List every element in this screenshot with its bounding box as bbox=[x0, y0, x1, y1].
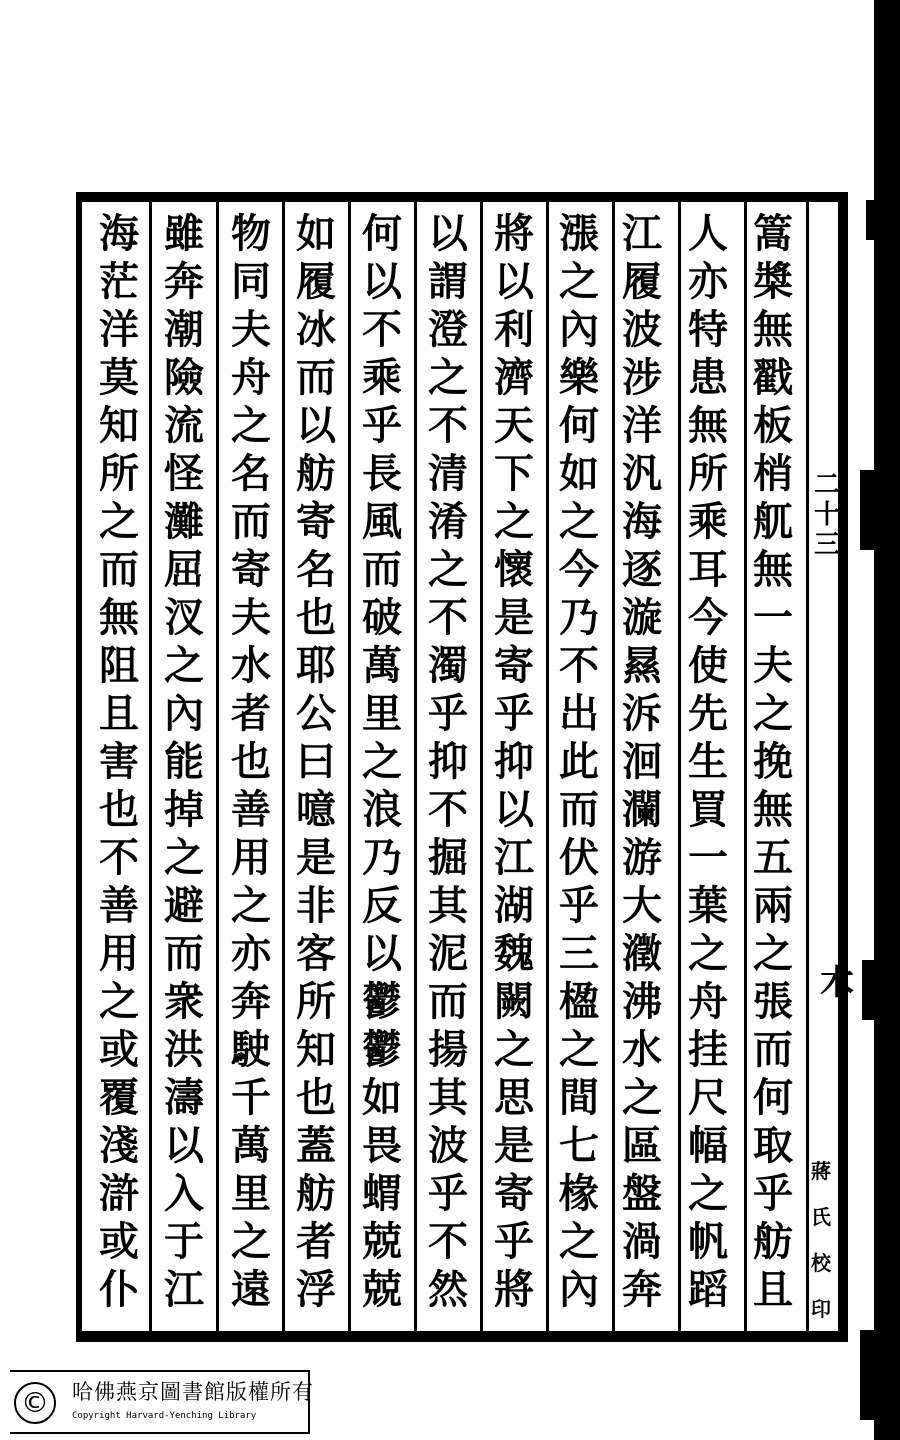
text-character: 是 bbox=[494, 594, 534, 641]
text-character: 區 bbox=[622, 1122, 662, 1169]
text-character: 楹 bbox=[559, 978, 599, 1025]
text-character: 阻 bbox=[99, 642, 139, 689]
text-character: 蝟 bbox=[362, 1170, 402, 1217]
text-character: 梢 bbox=[753, 450, 793, 497]
text-character: 出 bbox=[559, 690, 599, 737]
text-character: 乎 bbox=[428, 1170, 468, 1217]
text-character: 澄 bbox=[428, 306, 468, 353]
text-character: 今 bbox=[688, 594, 728, 641]
text-character: 冰 bbox=[296, 306, 336, 353]
text-character: 而 bbox=[753, 1026, 793, 1073]
text-column bbox=[610, 210, 674, 1314]
text-character: 之 bbox=[362, 738, 402, 785]
text-character: 何 bbox=[559, 402, 599, 449]
text-character: 兩 bbox=[753, 882, 793, 929]
text-character: 不 bbox=[428, 594, 468, 641]
text-character: 夫 bbox=[753, 642, 793, 689]
text-character: 蹈 bbox=[688, 1266, 728, 1313]
text-character: 以 bbox=[164, 1122, 204, 1169]
text-character: 所 bbox=[296, 978, 336, 1025]
text-character: 之 bbox=[99, 978, 139, 1025]
text-character: 覆 bbox=[99, 1074, 139, 1121]
text-column bbox=[350, 210, 414, 1314]
text-character: 曰 bbox=[296, 738, 336, 785]
text-character: 兢 bbox=[362, 1266, 402, 1313]
text-character: 衆 bbox=[164, 978, 204, 1025]
text-character: 乘 bbox=[688, 498, 728, 545]
text-character: 而 bbox=[164, 930, 204, 977]
text-character: 所 bbox=[688, 450, 728, 497]
text-character: 如 bbox=[559, 450, 599, 497]
text-character: 于 bbox=[164, 1218, 204, 1265]
text-character: 萬 bbox=[231, 1122, 271, 1169]
text-character: 洄 bbox=[622, 738, 662, 785]
text-character: 瀾 bbox=[622, 786, 662, 833]
text-character: 舫 bbox=[753, 1218, 793, 1265]
text-character: 波 bbox=[428, 1122, 468, 1169]
text-character: 奔 bbox=[164, 258, 204, 305]
text-character: 名 bbox=[296, 546, 336, 593]
text-character: 然 bbox=[428, 1266, 468, 1313]
text-character: 莫 bbox=[99, 354, 139, 401]
margin-character: 蔣 bbox=[811, 1159, 831, 1183]
copyright-icon: © bbox=[14, 1382, 56, 1424]
text-character: 也 bbox=[296, 1074, 336, 1121]
text-character: 之 bbox=[559, 258, 599, 305]
text-character: 涉 bbox=[622, 354, 662, 401]
text-character: 大 bbox=[622, 882, 662, 929]
text-character: 如 bbox=[362, 1074, 402, 1121]
text-column bbox=[219, 210, 283, 1314]
text-character: 乎 bbox=[494, 690, 534, 737]
text-character: 以 bbox=[428, 210, 468, 257]
text-character: 之 bbox=[494, 1026, 534, 1073]
text-character: 䑢 bbox=[753, 498, 793, 545]
margin-mark: 木 bbox=[820, 963, 854, 1003]
text-character: 而 bbox=[428, 978, 468, 1025]
text-character: 之 bbox=[164, 834, 204, 881]
text-character: 或 bbox=[99, 1026, 139, 1073]
text-character: 之 bbox=[688, 1170, 728, 1217]
margin-character: 校 bbox=[811, 1251, 831, 1275]
text-character: 游 bbox=[622, 834, 662, 881]
text-character: 灘 bbox=[164, 498, 204, 545]
text-character: 也 bbox=[231, 738, 271, 785]
text-character: 亦 bbox=[231, 930, 271, 977]
text-character: 浪 bbox=[362, 786, 402, 833]
text-character: 鬱 bbox=[362, 978, 402, 1025]
text-character: 寄 bbox=[296, 498, 336, 545]
text-character: 濁 bbox=[428, 642, 468, 689]
text-character: 清 bbox=[428, 450, 468, 497]
text-character: 同 bbox=[231, 258, 271, 305]
text-character: 椽 bbox=[559, 1170, 599, 1217]
text-column bbox=[284, 210, 348, 1314]
text-character: 尺 bbox=[688, 1074, 728, 1121]
text-character: 江 bbox=[494, 834, 534, 881]
text-character: 且 bbox=[99, 690, 139, 737]
text-character: 舟 bbox=[688, 978, 728, 1025]
text-character: 夫 bbox=[231, 594, 271, 641]
text-character: 之 bbox=[428, 354, 468, 401]
text-character: 乎 bbox=[494, 1218, 534, 1265]
text-character: 不 bbox=[428, 1218, 468, 1265]
text-character: 海 bbox=[99, 210, 139, 257]
text-character: 如 bbox=[296, 210, 336, 257]
text-character: 挂 bbox=[688, 1026, 728, 1073]
text-character: 之 bbox=[559, 498, 599, 545]
text-character: 非 bbox=[296, 882, 336, 929]
text-character: 屈 bbox=[164, 546, 204, 593]
text-character: 所 bbox=[99, 450, 139, 497]
text-character: 乘 bbox=[362, 354, 402, 401]
text-character: 以 bbox=[494, 258, 534, 305]
text-character: 善 bbox=[99, 882, 139, 929]
text-character: 將 bbox=[494, 1266, 534, 1313]
text-character: 物 bbox=[231, 210, 271, 257]
text-column bbox=[87, 210, 151, 1314]
text-character: 買 bbox=[688, 786, 728, 833]
text-character: 之 bbox=[688, 930, 728, 977]
text-character: 闕 bbox=[494, 978, 534, 1025]
text-character: 而 bbox=[99, 546, 139, 593]
text-character: 之 bbox=[99, 498, 139, 545]
text-character: 反 bbox=[362, 882, 402, 929]
text-character: 兢 bbox=[362, 1218, 402, 1265]
text-character: 者 bbox=[231, 690, 271, 737]
text-character: 今 bbox=[559, 546, 599, 593]
text-character: 里 bbox=[362, 690, 402, 737]
text-character: 風 bbox=[362, 498, 402, 545]
text-character: 其 bbox=[428, 882, 468, 929]
text-character: 也 bbox=[99, 786, 139, 833]
printer-seal bbox=[806, 1148, 836, 1332]
text-character: 遠 bbox=[231, 1266, 271, 1313]
text-character: 何 bbox=[753, 1074, 793, 1121]
text-character: 取 bbox=[753, 1122, 793, 1169]
text-character: 水 bbox=[231, 642, 271, 689]
text-character: 履 bbox=[296, 258, 336, 305]
text-character: 寄 bbox=[494, 1170, 534, 1217]
margin-character: 印 bbox=[811, 1297, 831, 1321]
text-character: 舫 bbox=[296, 1170, 336, 1217]
text-character: 舫 bbox=[296, 450, 336, 497]
text-character: 掘 bbox=[428, 834, 468, 881]
text-character: 江 bbox=[622, 210, 662, 257]
copyright-english: Copyright Harvard-Yenching Library bbox=[72, 1411, 257, 1421]
text-character: 萬 bbox=[362, 642, 402, 689]
text-character: 思 bbox=[494, 1074, 534, 1121]
text-character: 盤 bbox=[622, 1170, 662, 1217]
text-character: 奔 bbox=[622, 1266, 662, 1313]
text-character: 之 bbox=[494, 498, 534, 545]
page-number bbox=[812, 470, 842, 560]
text-character: 避 bbox=[164, 882, 204, 929]
text-character: 特 bbox=[688, 306, 728, 353]
text-character: 淺 bbox=[99, 1122, 139, 1169]
text-character: 利 bbox=[494, 306, 534, 353]
text-character: 寄 bbox=[231, 546, 271, 593]
text-character: 懷 bbox=[494, 546, 534, 593]
text-column bbox=[547, 210, 611, 1314]
binding-edge bbox=[874, 0, 900, 1440]
text-character: 內 bbox=[559, 306, 599, 353]
text-character: 奔 bbox=[231, 978, 271, 1025]
text-character: 無 bbox=[99, 594, 139, 641]
text-character: 里 bbox=[231, 1170, 271, 1217]
margin-character: 氏 bbox=[811, 1205, 831, 1229]
text-character: 乎 bbox=[753, 1170, 793, 1217]
text-character: 滸 bbox=[99, 1170, 139, 1217]
text-character: 不 bbox=[559, 642, 599, 689]
text-character: 鬱 bbox=[362, 1026, 402, 1073]
text-character: 謂 bbox=[428, 258, 468, 305]
margin-character: 十 bbox=[813, 500, 840, 530]
text-character: 耶 bbox=[296, 642, 336, 689]
text-character: 漲 bbox=[559, 210, 599, 257]
text-character: 掉 bbox=[164, 786, 204, 833]
text-character: 用 bbox=[231, 834, 271, 881]
text-character: 善 bbox=[231, 786, 271, 833]
text-character: 患 bbox=[688, 354, 728, 401]
text-character: 之 bbox=[622, 1074, 662, 1121]
text-character: 履 bbox=[622, 258, 662, 305]
text-character: 波 bbox=[622, 306, 662, 353]
text-character: 伏 bbox=[559, 834, 599, 881]
text-character: 一 bbox=[753, 594, 793, 641]
text-character: 天 bbox=[494, 402, 534, 449]
text-character: 濤 bbox=[164, 1074, 204, 1121]
binding-edge-mark bbox=[860, 1330, 876, 1420]
text-character: 雖 bbox=[164, 210, 204, 257]
binding-edge-mark bbox=[866, 200, 876, 240]
text-character: 畏 bbox=[362, 1122, 402, 1169]
text-character: 幅 bbox=[688, 1122, 728, 1169]
text-character: 泝 bbox=[622, 690, 662, 737]
text-character: 五 bbox=[753, 834, 793, 881]
text-character: 知 bbox=[296, 1026, 336, 1073]
text-character: 是 bbox=[296, 834, 336, 881]
text-character: 入 bbox=[164, 1170, 204, 1217]
text-character: 乎 bbox=[559, 882, 599, 929]
text-character: 七 bbox=[559, 1122, 599, 1169]
text-character: 三 bbox=[559, 930, 599, 977]
text-character: 漩 bbox=[622, 594, 662, 641]
text-character: 濟 bbox=[494, 354, 534, 401]
binding-edge-mark bbox=[862, 960, 876, 1020]
text-character: 潮 bbox=[164, 306, 204, 353]
text-character: 湖 bbox=[494, 882, 534, 929]
copyright-chinese: 哈佛燕京圖書館版權所有 bbox=[72, 1380, 314, 1404]
text-column bbox=[482, 210, 546, 1314]
text-character: 怪 bbox=[164, 450, 204, 497]
text-character: 用 bbox=[99, 930, 139, 977]
text-character: 是 bbox=[494, 1122, 534, 1169]
text-character: 之 bbox=[753, 690, 793, 737]
text-character: 樂 bbox=[559, 354, 599, 401]
text-character: 此 bbox=[559, 738, 599, 785]
text-character: 知 bbox=[99, 402, 139, 449]
text-character: 而 bbox=[231, 498, 271, 545]
text-character: 而 bbox=[559, 786, 599, 833]
text-character: 葉 bbox=[688, 882, 728, 929]
text-character: 洋 bbox=[99, 306, 139, 353]
text-character: 以 bbox=[296, 402, 336, 449]
text-character: 帆 bbox=[688, 1218, 728, 1265]
text-character: 浮 bbox=[296, 1266, 336, 1313]
text-character: 破 bbox=[362, 594, 402, 641]
text-character: 乃 bbox=[559, 594, 599, 641]
text-character: 汎 bbox=[622, 450, 662, 497]
text-character: 且 bbox=[753, 1266, 793, 1313]
text-character: 能 bbox=[164, 738, 204, 785]
text-character: 名 bbox=[231, 450, 271, 497]
text-character: 而 bbox=[296, 354, 336, 401]
text-column bbox=[152, 210, 216, 1314]
text-character: 逐 bbox=[622, 546, 662, 593]
text-character: 不 bbox=[428, 402, 468, 449]
text-character: 客 bbox=[296, 930, 336, 977]
text-character: 無 bbox=[753, 546, 793, 593]
text-character: 沸 bbox=[622, 978, 662, 1025]
text-character: 篙 bbox=[753, 210, 793, 257]
text-character: 亦 bbox=[688, 258, 728, 305]
text-character: 何 bbox=[362, 210, 402, 257]
text-character: 千 bbox=[231, 1074, 271, 1121]
text-character: 夫 bbox=[231, 306, 271, 353]
text-character: 之 bbox=[559, 1026, 599, 1073]
text-character: 張 bbox=[753, 978, 793, 1025]
text-character: 流 bbox=[164, 402, 204, 449]
text-character: 之 bbox=[231, 402, 271, 449]
text-character: 其 bbox=[428, 1074, 468, 1121]
text-column bbox=[416, 210, 480, 1314]
text-character: 生 bbox=[688, 738, 728, 785]
text-character: 人 bbox=[688, 210, 728, 257]
text-character: 公 bbox=[296, 690, 336, 737]
text-character: 乃 bbox=[362, 834, 402, 881]
binding-edge-mark bbox=[860, 470, 876, 550]
text-character: 內 bbox=[559, 1266, 599, 1313]
text-character: 不 bbox=[428, 786, 468, 833]
text-character: 淆 bbox=[428, 498, 468, 545]
text-character: 茫 bbox=[99, 258, 139, 305]
text-character: 渦 bbox=[622, 1218, 662, 1265]
text-column bbox=[741, 210, 805, 1314]
text-character: 而 bbox=[362, 546, 402, 593]
margin-character: 二 bbox=[813, 470, 840, 500]
text-character: 以 bbox=[362, 930, 402, 977]
text-character: 害 bbox=[99, 738, 139, 785]
text-character: 仆 bbox=[99, 1266, 139, 1313]
text-character: 間 bbox=[559, 1074, 599, 1121]
text-character: 舟 bbox=[231, 354, 271, 401]
text-character: 之 bbox=[231, 882, 271, 929]
text-character: 水 bbox=[622, 1026, 662, 1073]
text-character: 魏 bbox=[494, 930, 534, 977]
text-character: 險 bbox=[164, 354, 204, 401]
text-block-right-rule bbox=[838, 192, 848, 1342]
text-character: 㬎 bbox=[622, 642, 662, 689]
text-character: 蓋 bbox=[296, 1122, 336, 1169]
text-character: 寄 bbox=[494, 642, 534, 689]
text-character: 板 bbox=[753, 402, 793, 449]
text-character: 洪 bbox=[164, 1026, 204, 1073]
text-character: 將 bbox=[494, 210, 534, 257]
text-character: 不 bbox=[362, 306, 402, 353]
text-character: 汊 bbox=[164, 594, 204, 641]
text-character: 以 bbox=[362, 258, 402, 305]
text-character: 乎 bbox=[428, 690, 468, 737]
text-character: 或 bbox=[99, 1218, 139, 1265]
text-character: 瀓 bbox=[622, 930, 662, 977]
text-character: 揚 bbox=[428, 1026, 468, 1073]
text-character: 使 bbox=[688, 642, 728, 689]
margin-character: 三 bbox=[813, 530, 840, 560]
text-character: 海 bbox=[622, 498, 662, 545]
text-character: 槳 bbox=[753, 258, 793, 305]
text-character: 耳 bbox=[688, 546, 728, 593]
text-character: 一 bbox=[688, 834, 728, 881]
text-character: 挽 bbox=[753, 738, 793, 785]
text-character: 長 bbox=[362, 450, 402, 497]
text-character: 之 bbox=[428, 546, 468, 593]
text-character: 者 bbox=[296, 1218, 336, 1265]
text-character: 抑 bbox=[494, 738, 534, 785]
text-character: 無 bbox=[753, 786, 793, 833]
text-character: 也 bbox=[296, 594, 336, 641]
text-character: 之 bbox=[164, 642, 204, 689]
text-character: 之 bbox=[753, 930, 793, 977]
text-character: 之 bbox=[559, 1218, 599, 1265]
text-character: 下 bbox=[494, 450, 534, 497]
text-character: 抑 bbox=[428, 738, 468, 785]
text-column bbox=[676, 210, 740, 1314]
text-character: 噫 bbox=[296, 786, 336, 833]
text-character: 無 bbox=[753, 306, 793, 353]
text-character: 先 bbox=[688, 690, 728, 737]
text-character: 洋 bbox=[622, 402, 662, 449]
text-character: 乎 bbox=[362, 402, 402, 449]
text-character: 戳 bbox=[753, 354, 793, 401]
text-character: 無 bbox=[688, 402, 728, 449]
text-character: 以 bbox=[494, 786, 534, 833]
text-character: 不 bbox=[99, 834, 139, 881]
text-character: 內 bbox=[164, 690, 204, 737]
text-character: 江 bbox=[164, 1266, 204, 1313]
text-character: 之 bbox=[231, 1218, 271, 1265]
text-character: 駛 bbox=[231, 1026, 271, 1073]
text-character: 泥 bbox=[428, 930, 468, 977]
